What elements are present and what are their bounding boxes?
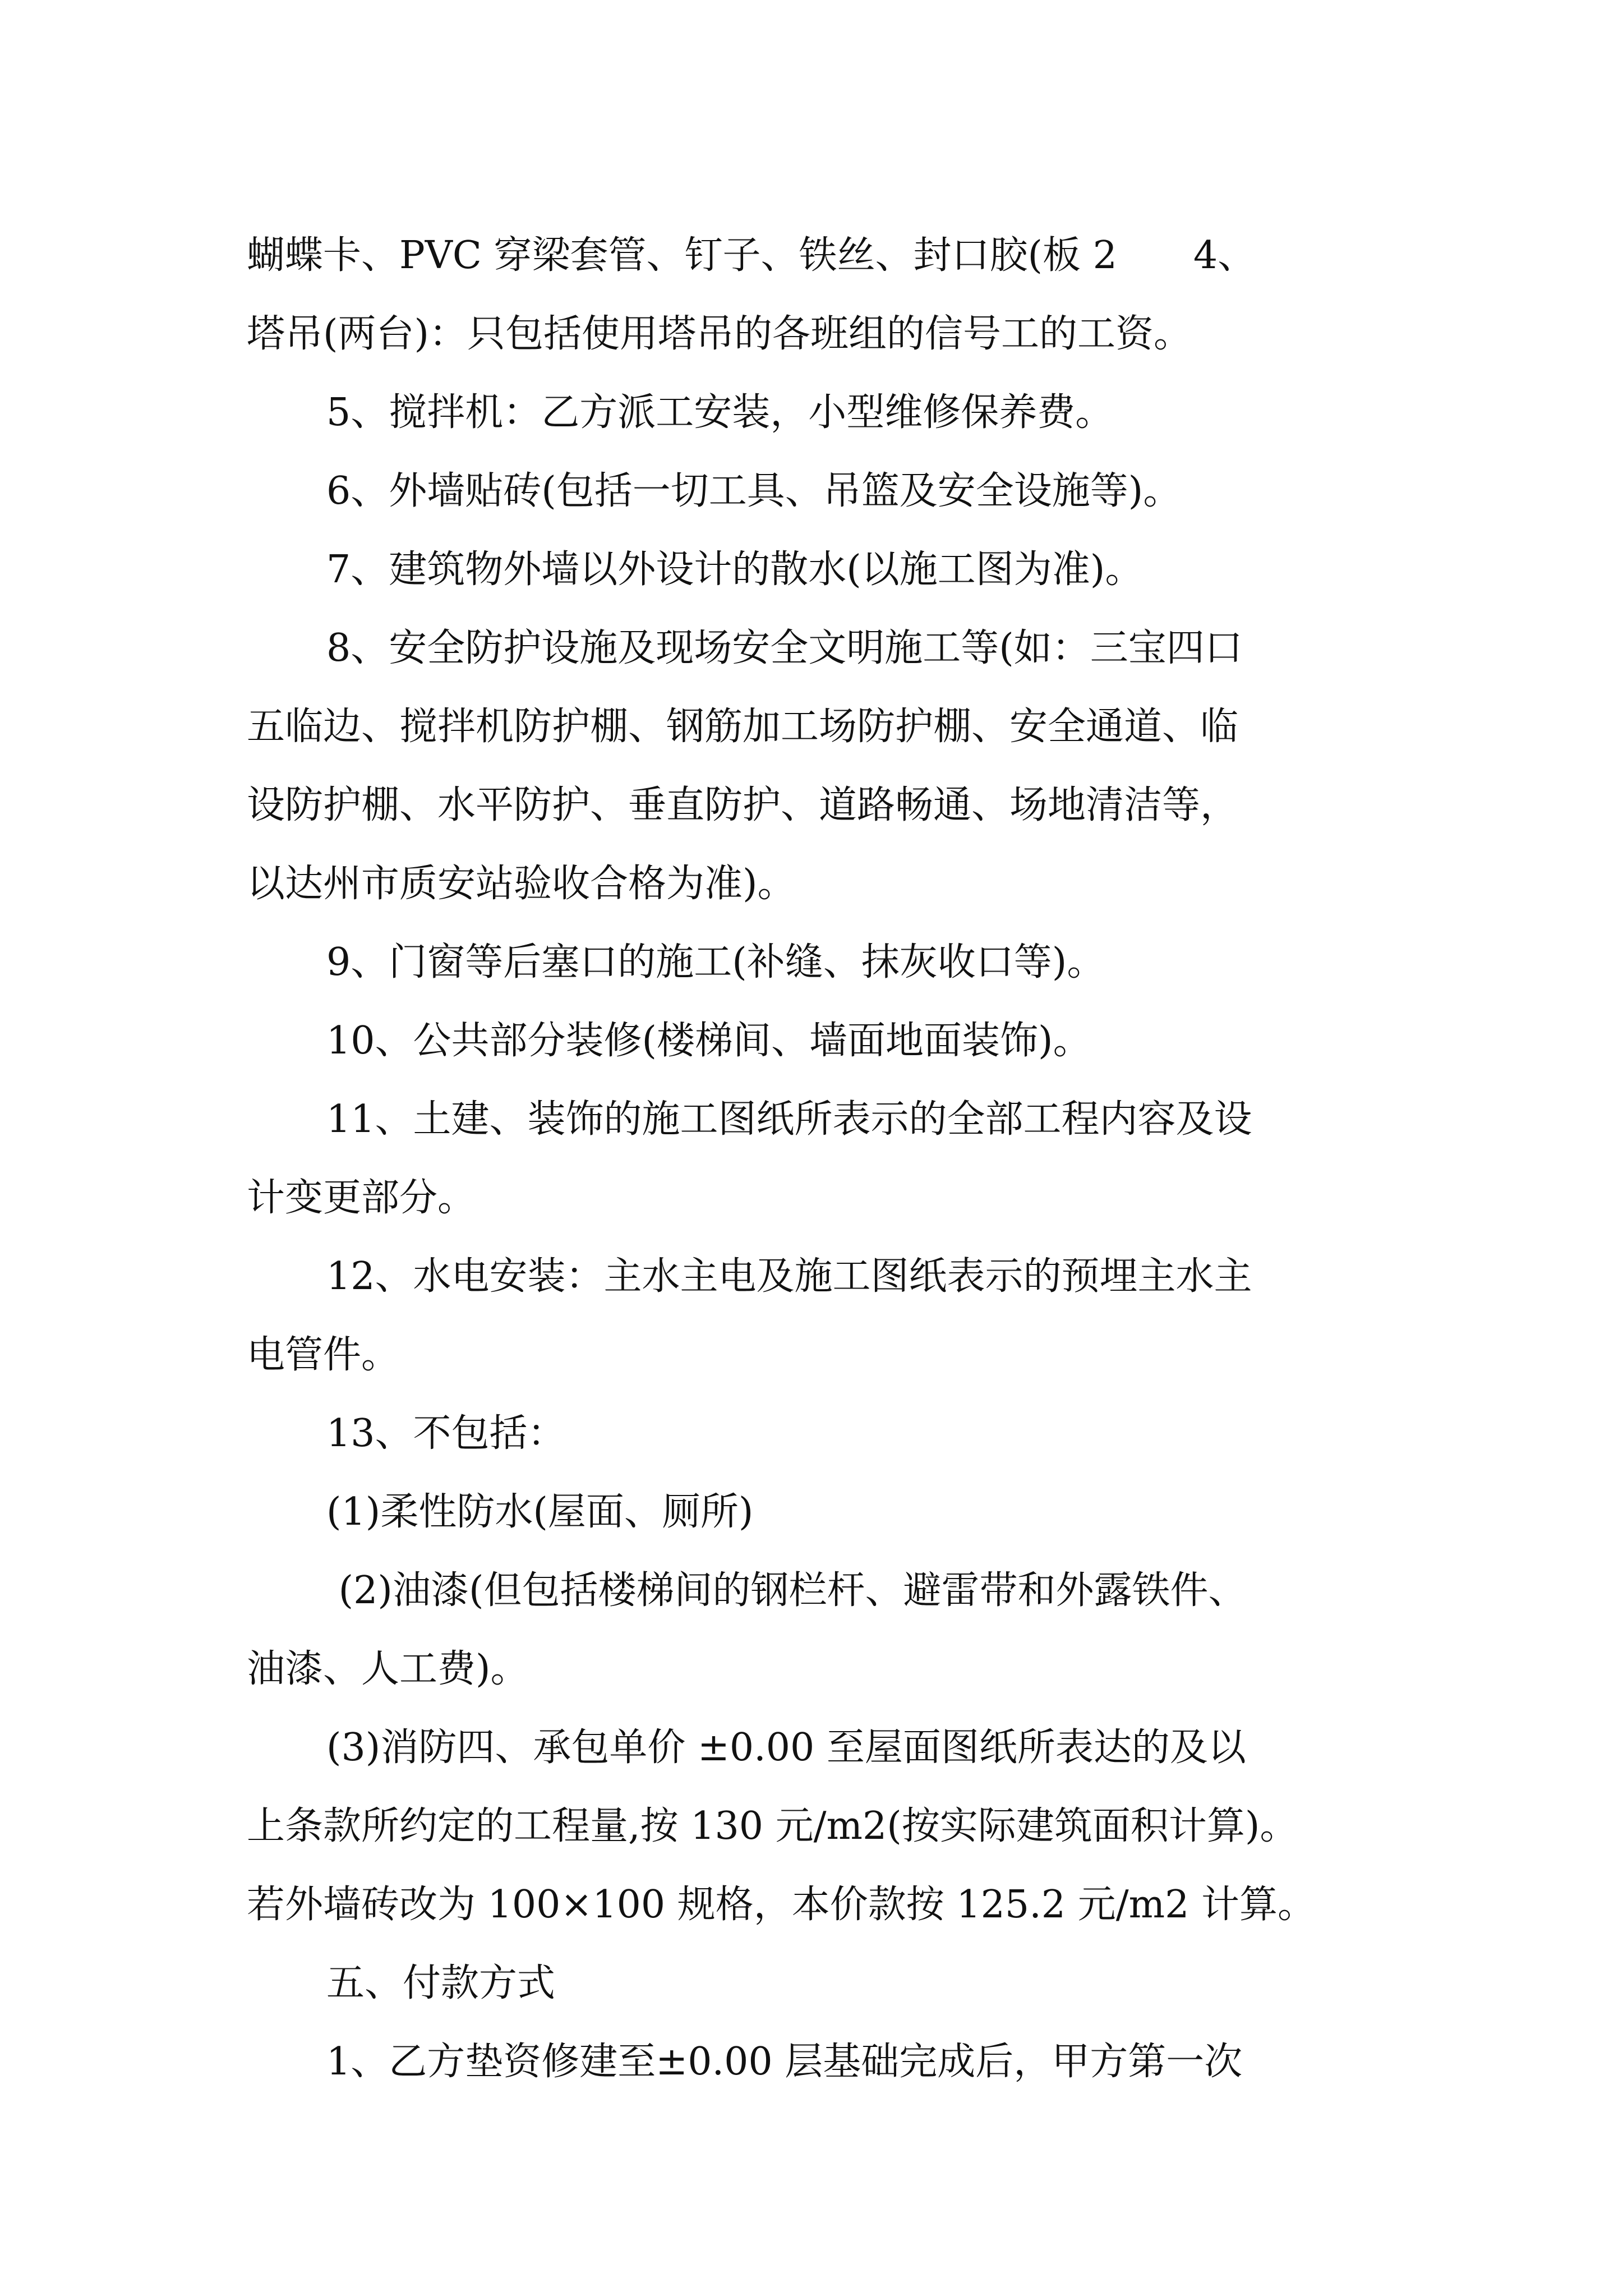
text-line: 五临边、搅拌机防护棚、钢筋加工场防护棚、安全通道、临	[247, 705, 1239, 749]
text-line: 5、搅拌机：乙方派工安装，小型维修保养费。	[326, 390, 1114, 435]
text-line: 1、乙方垫资修建至±0.00 层基础完成后，甲方第一次	[326, 2040, 1243, 2084]
text-line: (2)油漆(但包括楼梯间的钢栏杆、避雷带和外露铁件、	[326, 1568, 1247, 1613]
text-line: 11、土建、装饰的施工图纸所表示的全部工程内容及设	[326, 1097, 1252, 1142]
document-body	[247, 217, 1385, 2101]
text-line: 设防护棚、水平防护、垂直防护、道路畅通、场地清洁等，	[247, 783, 1239, 827]
text-line: 以达州市质安站验收合格为准)。	[247, 862, 796, 906]
text-line: 9、门窗等后塞口的施工(补缝、抹灰收口等)。	[326, 940, 1105, 984]
text-line: 13、不包括：	[326, 1411, 566, 1456]
section-heading: 五、付款方式	[326, 1961, 556, 2005]
text-line: 若外墙砖改为 100×100 规格，本价款按 125.2 元/m2 计算。	[247, 1883, 1316, 1927]
text-line: 塔吊(两台)：只包括使用塔吊的各班组的信号工的工资。	[247, 312, 1192, 356]
text-line: 7、建筑物外墙以外设计的散水(以施工图为准)。	[326, 547, 1144, 592]
text-line: 上条款所约定的工程量,按 130 元/m2(按实际建筑面积计算)。	[247, 1804, 1298, 1848]
text-line: (1)柔性防水(屋面、厕所)	[326, 1490, 754, 1534]
text-line: 10、公共部分装修(楼梯间、墙面地面装饰)。	[326, 1019, 1091, 1063]
text-line: 8、安全防护设施及现场安全文明施工等(如：三宝四口	[326, 626, 1243, 670]
text-line: 油漆、人工费)。	[247, 1647, 529, 1691]
text-line: 蝴蝶卡、PVC 穿梁套管、钉子、铁丝、封口胶(板 2 4、	[247, 233, 1256, 278]
text-line: (3)消防四、承包单价 ±0.00 至屋面图纸所表达的及以	[326, 1726, 1246, 1770]
text-line: 12、水电安装：主水主电及施工图纸表示的预埋主水主	[326, 1254, 1252, 1299]
text-line: 计变更部分。	[247, 1176, 476, 1220]
text-line: 电管件。	[247, 1333, 400, 1377]
text-line: 6、外墙贴砖(包括一切工具、吊篮及安全设施等)。	[326, 469, 1182, 513]
